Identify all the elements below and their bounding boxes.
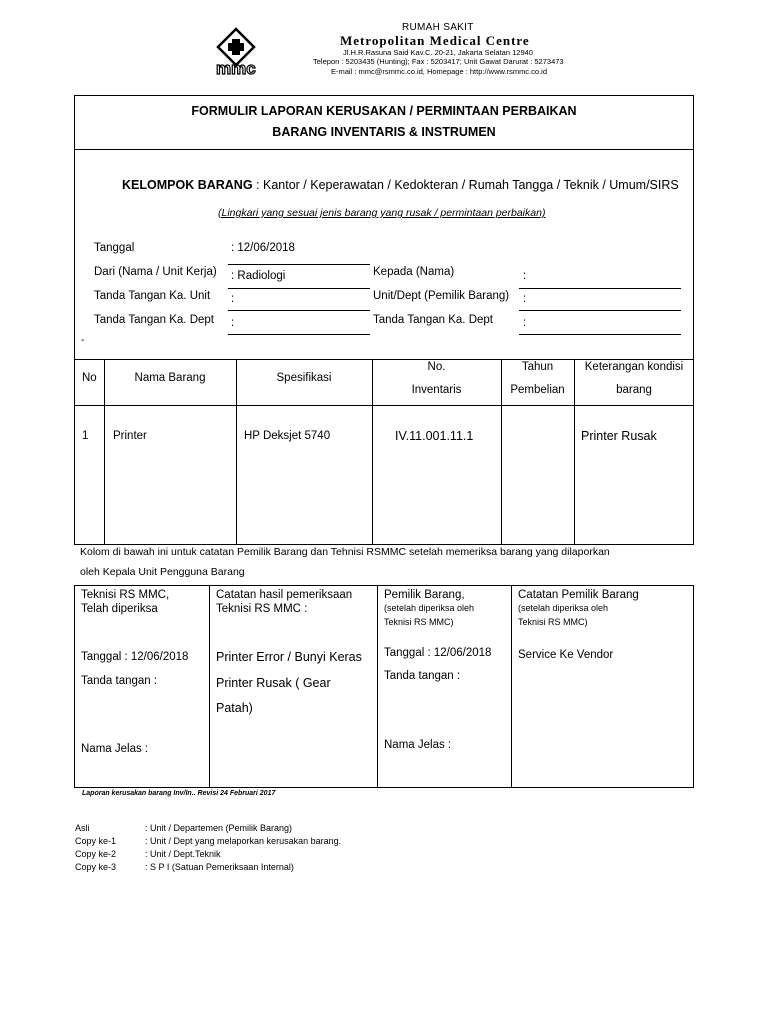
distribution-value: : S P I (Satuan Pemeriksaan Internal) xyxy=(145,862,294,872)
distribution-item xyxy=(75,835,341,848)
hospital-logo xyxy=(214,27,284,77)
th-inventaris-1: No. xyxy=(427,361,446,373)
unit-dept-label: Unit/Dept (Pemilik Barang) xyxy=(373,290,510,302)
row-inventaris: IV.11.001.11.1 xyxy=(395,429,474,443)
distribution-item xyxy=(75,848,341,861)
logo-text: mmc xyxy=(216,59,256,77)
col-divider xyxy=(236,359,237,545)
table-top-line xyxy=(74,359,694,360)
table-header-line xyxy=(74,405,694,406)
tanggal-label: Tanggal xyxy=(94,242,135,254)
catatan-teknisi-title-2: Teknisi RS MMC : xyxy=(216,603,308,615)
distribution-item xyxy=(75,861,341,874)
catatan-pemilik-sub-1: (setelah diperiksa oleh xyxy=(518,603,609,613)
ttd-dept2-underline xyxy=(519,334,681,335)
instruction-text: (Lingkari yang sesuai jenis barang yang rusak / permintaan perbaikan) xyxy=(218,207,546,219)
ttd-dept-value[interactable]: : xyxy=(231,317,235,329)
note-line-2: oleh Kepala Unit Pengguna Barang xyxy=(80,566,245,578)
distribution-label: Asli xyxy=(75,823,90,833)
catatan-pemilik-value: Service Ke Vendor xyxy=(518,649,614,661)
distribution-value: : Unit / Departemen (Pemilik Barang) xyxy=(145,823,293,833)
th-spesifikasi: Spesifikasi xyxy=(276,372,332,384)
ttd-unit-label: Tanda Tangan Ka. Unit xyxy=(94,290,211,302)
dari-top-line xyxy=(228,264,370,265)
revision-note: Laporan kerusakan barang Inv/In.. Revisi 24 Februari 2017 xyxy=(82,790,276,797)
catatan-teknisi-line-2: Printer Rusak ( Gear xyxy=(216,676,331,690)
ttd-unit-underline xyxy=(228,310,370,311)
th-tahun-2: Pembelian xyxy=(510,384,565,396)
distribution-value: : Unit / Dept.Teknik xyxy=(145,849,221,859)
th-tahun-1: Tahun xyxy=(521,361,554,373)
pemilik-sub-1: (setelah diperiksa oleh xyxy=(384,603,475,613)
form-title-2: BARANG INVENTARIS & INSTRUMEN xyxy=(272,125,496,139)
unit-dept-value[interactable]: : xyxy=(523,293,527,305)
catatan-teknisi-line-3: Patah) xyxy=(216,701,253,715)
col-divider xyxy=(209,585,210,788)
teknisi-tanggal: Tanggal : 12/06/2018 xyxy=(81,651,189,663)
kepada-underline xyxy=(519,288,681,289)
col-divider xyxy=(104,359,105,545)
hospital-address: Jl.H.R.Rasuna Said Kav.C. 20-21, Jakarta Selatan 12940 xyxy=(343,48,533,57)
hospital-email: E-mail : mmc@rsmmc.co.id, Homepage : http://www.rsmmc.co.id xyxy=(331,67,547,76)
col-divider xyxy=(377,585,378,788)
distribution-item xyxy=(75,822,341,835)
divider xyxy=(74,149,694,150)
pemilik-title: Pemilik Barang, xyxy=(384,589,465,601)
catatan-teknisi-title-1: Catatan hasil pemeriksaan xyxy=(216,589,353,601)
note-line-1: Kolom di bawah ini untuk catatan Pemilik Barang dan Tehnisi RSMMC setelah memeriksa barang yang dilaporkan xyxy=(80,546,610,558)
distribution-list xyxy=(75,822,341,874)
dari-value[interactable]: : Radiologi xyxy=(231,270,286,282)
hospital-telephone: Telepon : 5203435 (Hunting); Fax : 5203417; Unit Gawat Darurat : 5273473 xyxy=(313,57,564,66)
kepada-label: Kepada (Nama) xyxy=(373,266,455,278)
hospital-name: Metropolitan Medical Centre xyxy=(340,33,530,48)
teknisi-tanda-tangan[interactable]: Tanda tangan : xyxy=(81,675,158,687)
header-rumah-sakit: RUMAH SAKIT xyxy=(402,22,474,33)
pemilik-tanda-tangan[interactable]: Tanda tangan : xyxy=(384,670,461,682)
ttd-dept-underline xyxy=(228,334,370,335)
unit-dept-underline xyxy=(519,310,681,311)
catatan-pemilik-sub-2: Teknisi RS MMC) xyxy=(518,617,588,627)
pemilik-nama-jelas[interactable]: Nama Jelas : xyxy=(384,739,452,751)
row-no: 1 xyxy=(82,430,89,442)
th-inventaris-2: Inventaris xyxy=(411,384,462,396)
distribution-value: : Unit / Dept yang melaporkan kerusakan barang. xyxy=(145,836,342,846)
row-nama-barang: Printer xyxy=(113,430,147,442)
tanggal-value[interactable]: : 12/06/2018 xyxy=(231,242,295,254)
row-keterangan: Printer Rusak xyxy=(581,429,657,443)
distribution-label: Copy ke-1 xyxy=(75,836,117,846)
dari-underline xyxy=(228,288,370,289)
th-nama-barang: Nama Barang xyxy=(134,372,206,384)
ttd-unit-value[interactable]: : xyxy=(231,293,235,305)
kepada-value[interactable]: : xyxy=(523,270,527,282)
pemilik-tanggal: Tanggal : 12/06/2018 xyxy=(384,647,492,659)
distribution-label: Copy ke-2 xyxy=(75,849,117,859)
kelompok-label: KELOMPOK BARANG xyxy=(122,178,253,192)
col-divider xyxy=(511,585,512,788)
inspection-box xyxy=(74,585,694,788)
catatan-teknisi-line-1: Printer Error / Bunyi Keras xyxy=(216,650,362,664)
teknisi-title-1: Teknisi RS MMC, xyxy=(81,589,170,601)
row-spesifikasi: HP Deksjet 5740 xyxy=(244,430,331,442)
form-title-1: FORMULIR LAPORAN KERUSAKAN / PERMINTAAN PERBAIKAN xyxy=(191,104,577,118)
th-keterangan-1: Keterangan kondisi xyxy=(584,361,684,373)
catatan-pemilik-title: Catatan Pemilik Barang xyxy=(518,589,639,601)
ttd-dept2-label: Tanda Tangan Ka. Dept xyxy=(373,314,493,326)
th-keterangan-2: barang xyxy=(616,384,652,396)
ttd-dept-label: Tanda Tangan Ka. Dept xyxy=(94,314,214,326)
pemilik-sub-2: Teknisi RS MMC) xyxy=(384,617,454,627)
distribution-label: Copy ke-3 xyxy=(75,862,117,872)
teknisi-nama-jelas[interactable]: Nama Jelas : xyxy=(81,743,149,755)
dash-mark: - xyxy=(81,334,85,346)
teknisi-title-2: Telah diperiksa xyxy=(81,603,158,615)
dari-label: Dari (Nama / Unit Kerja) xyxy=(94,266,217,278)
kelompok-options: : Kantor / Keperawatan / Kedokteran / Rumah Tangga / Teknik / Umum/SIRS xyxy=(256,178,679,192)
th-no: No xyxy=(82,372,97,384)
kelompok-barang-row xyxy=(122,178,679,192)
ttd-dept2-value[interactable]: : xyxy=(523,317,527,329)
